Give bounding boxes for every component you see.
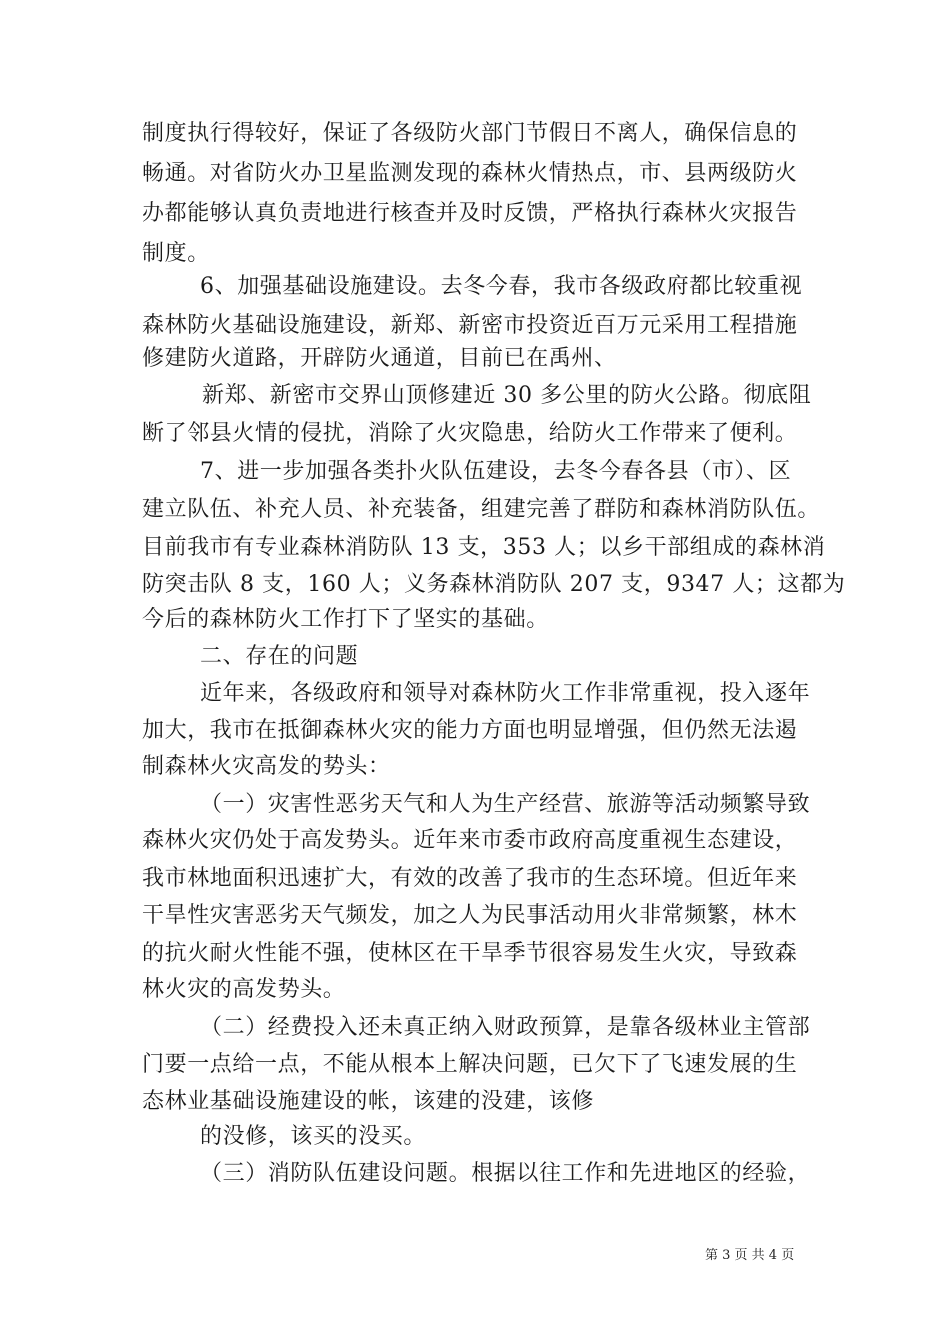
text-line: 制度。 [142, 241, 210, 266]
text-line: 近年来，各级政府和领导对森林防火工作非常重视，投入逐年 [200, 681, 811, 706]
text-line: 森林火灾仍处于高发势头。近年来市委市政府高度重视生态建设， [142, 828, 798, 853]
text-line: 目前我市有专业森林消防队 13 支，353 人；以乡干部组成的森林消 [142, 535, 826, 560]
subsection-2-heading: （二）经费投入还未真正纳入财政预算，是靠各级林业主管部 [200, 1015, 811, 1040]
text-line: 建立队伍、补充人员、补充装备，组建完善了群防和森林消防队伍。 [142, 497, 821, 522]
text-line: 门要一点给一点，不能从根本上解决问题，已欠下了飞速发展的生 [142, 1052, 798, 1077]
paragraph-7-heading: 7、进一步加强各类扑火队伍建设，去冬今春各县（市）、区 [200, 459, 792, 484]
text-line: 修建防火道路，开辟防火通道，目前已在禹州、 [142, 346, 617, 371]
text-line: 断了邻县火情的侵扰，消除了火灾隐患，给防火工作带来了便利。 [142, 421, 798, 446]
text-line: 我市林地面积迅速扩大，有效的改善了我市的生态环境。但近年来 [142, 866, 798, 891]
text-line: 防突击队 8 支，160 人；义务森林消防队 207 支，9347 人；这都为 [142, 572, 846, 597]
paragraph-6-heading: 6、加强基础设施建设。去冬今春，我市各级政府都比较重视 [200, 274, 803, 299]
text-line: 干旱性灾害恶劣天气频发，加之人为民事活动用火非常频繁，林木 [142, 903, 798, 928]
page-number: 第 3 页 共 4 页 [705, 1248, 795, 1263]
section-heading-problems: 二、存在的问题 [200, 644, 359, 669]
text-line: 态林业基础设施建设的帐，该建的没建，该修 [142, 1089, 595, 1114]
text-line: 畅通。对省防火办卫星监测发现的森林火情热点，市、县两级防火 [142, 161, 798, 186]
subsection-1-heading: （一）灾害性恶劣天气和人为生产经营、旅游等活动频繁导致 [200, 792, 811, 817]
subsection-3-heading: （三）消防队伍建设问题。根据以往工作和先进地区的经验， [200, 1161, 811, 1186]
text-line: 新郑、新密市交界山顶修建近 30 多公里的防火公路。彻底阻 [202, 383, 812, 408]
text-line: 制度执行得较好，保证了各级防火部门节假日不离人，确保信息的 [142, 121, 798, 146]
text-line: 办都能够认真负责地进行核查并及时反馈，严格执行森林火灾报告 [142, 201, 798, 226]
text-line: 的没修，该买的没买。 [200, 1124, 427, 1149]
text-line: 森林防火基础设施建设，新郑、新密市投资近百万元采用工程措施 [142, 313, 798, 338]
text-line: 加大，我市在抵御森林火灾的能力方面也明显增强，但仍然无法遏 [142, 718, 798, 743]
text-line: 制森林火灾高发的势头： [142, 754, 391, 779]
text-line: 的抗火耐火性能不强，使林区在干旱季节很容易发生火灾，导致森 [142, 941, 798, 966]
text-line: 林火灾的高发势头。 [142, 977, 346, 1002]
text-line: 今后的森林防火工作打下了坚实的基础。 [142, 607, 549, 632]
